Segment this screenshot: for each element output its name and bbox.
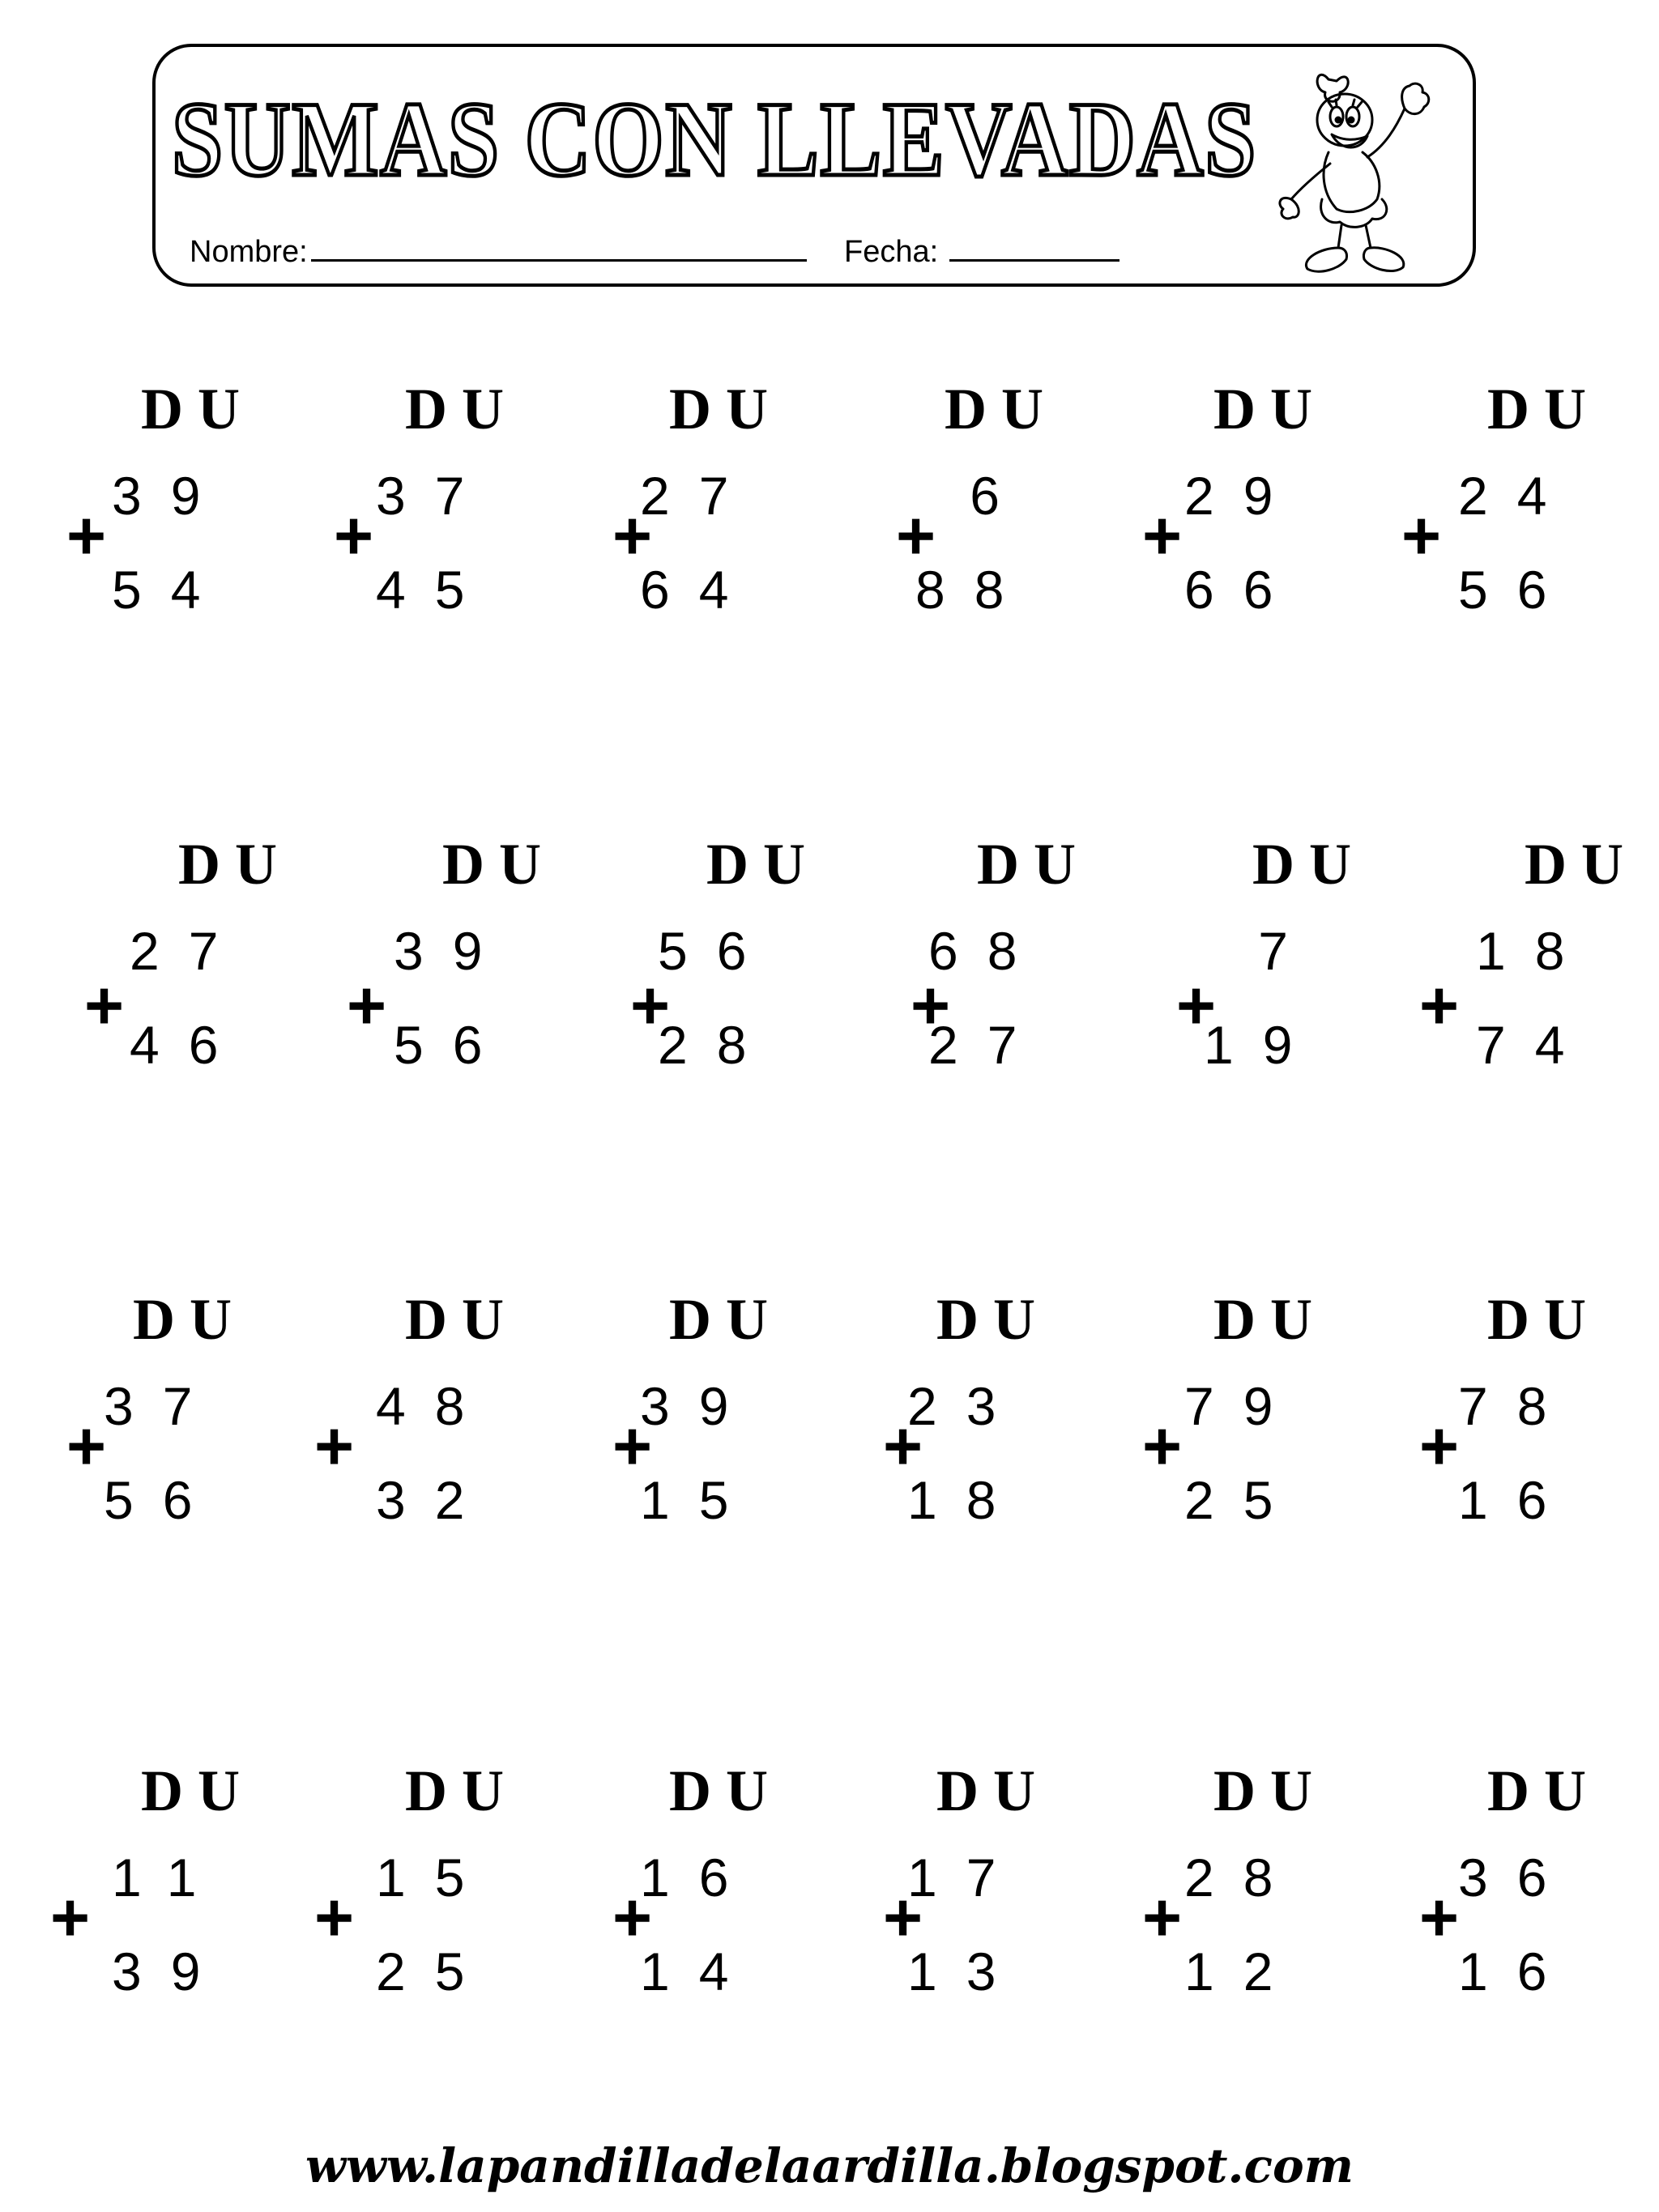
addend-bottom: 28 — [658, 1015, 776, 1075]
plus-sign: + — [630, 967, 671, 1043]
plus-sign: + — [84, 967, 125, 1043]
addend-top: 36 — [1458, 1848, 1576, 1907]
place-value-header: D U — [1487, 1287, 1586, 1352]
addend-top: 37 — [376, 466, 494, 526]
addend-top: 28 — [1184, 1848, 1303, 1907]
addend-bottom: 25 — [376, 1941, 494, 2001]
addend-top: 78 — [1458, 1376, 1576, 1436]
place-value-header: D U — [1487, 377, 1586, 441]
plus-sign: + — [1142, 1408, 1183, 1484]
addend-top: 6 — [970, 466, 1029, 526]
addend-bottom: 16 — [1458, 1470, 1576, 1530]
plus-sign: + — [1419, 1408, 1460, 1484]
plus-sign: + — [66, 1408, 107, 1484]
plus-sign: + — [314, 1408, 355, 1484]
place-value-header: D U — [669, 377, 768, 441]
addend-top: 27 — [640, 466, 758, 526]
place-value-header: D U — [945, 377, 1043, 441]
addend-bottom: 66 — [1184, 560, 1303, 620]
addend-bottom: 56 — [1458, 560, 1576, 620]
plus-sign: + — [612, 1879, 653, 1955]
addend-bottom: 16 — [1458, 1941, 1576, 2001]
place-value-header: D U — [405, 1758, 504, 1823]
plus-sign: + — [347, 967, 387, 1043]
addend-bottom: 27 — [928, 1015, 1047, 1075]
plus-sign: + — [883, 1879, 923, 1955]
plus-sign: + — [334, 497, 374, 573]
place-value-header: D U — [1213, 1758, 1312, 1823]
date-label: Fecha: — [844, 235, 939, 269]
place-value-header: D U — [936, 1758, 1035, 1823]
footer-url: www.lapandilladelaardilla.blogspot.com — [305, 2138, 1354, 2193]
addend-top: 16 — [640, 1848, 758, 1907]
place-value-header: D U — [405, 1287, 504, 1352]
addend-top: 15 — [376, 1848, 494, 1907]
daisy-duck-icon — [1272, 57, 1474, 285]
addend-top: 37 — [104, 1376, 222, 1436]
addend-bottom: 25 — [1184, 1470, 1303, 1530]
addend-top: 56 — [658, 921, 776, 981]
plus-sign: + — [883, 1408, 923, 1484]
addend-top: 39 — [394, 921, 512, 981]
addend-top: 79 — [1184, 1376, 1303, 1436]
addend-bottom: 32 — [376, 1470, 494, 1530]
addend-bottom: 13 — [907, 1941, 1026, 2001]
addend-top: 24 — [1458, 466, 1576, 526]
addend-top: 29 — [1184, 466, 1303, 526]
addend-bottom: 74 — [1476, 1015, 1594, 1075]
place-value-header: D U — [977, 832, 1076, 897]
addend-top: 68 — [928, 921, 1047, 981]
addend-bottom: 45 — [376, 560, 494, 620]
place-value-header: D U — [1487, 1758, 1586, 1823]
addend-bottom: 56 — [104, 1470, 222, 1530]
title-text: SUMAS CON LLEVADAS — [172, 79, 1257, 198]
addend-top: 39 — [112, 466, 230, 526]
addend-bottom: 19 — [1204, 1015, 1322, 1075]
addend-bottom: 88 — [915, 560, 1034, 620]
place-value-header: D U — [178, 832, 277, 897]
worksheet-header — [152, 44, 1476, 287]
place-value-header: D U — [1213, 377, 1312, 441]
place-value-header: D U — [1252, 832, 1351, 897]
addend-top: 18 — [1476, 921, 1594, 981]
addend-bottom: 64 — [640, 560, 758, 620]
plus-sign: + — [612, 1408, 653, 1484]
place-value-header: D U — [669, 1758, 768, 1823]
worksheet-title — [172, 62, 1290, 207]
plus-sign: + — [1401, 497, 1442, 573]
plus-sign: + — [911, 967, 951, 1043]
addend-top: 48 — [376, 1376, 494, 1436]
place-value-header: D U — [706, 832, 805, 897]
addend-bottom: 14 — [640, 1941, 758, 2001]
plus-sign: + — [1176, 967, 1217, 1043]
date-field[interactable] — [844, 232, 1120, 270]
place-value-header: D U — [141, 1758, 240, 1823]
name-field[interactable] — [190, 232, 807, 270]
place-value-header: D U — [442, 832, 541, 897]
place-value-header: D U — [669, 1287, 768, 1352]
addend-bottom: 15 — [640, 1470, 758, 1530]
addend-bottom: 46 — [130, 1015, 248, 1075]
addend-bottom: 56 — [394, 1015, 512, 1075]
plus-sign: + — [612, 497, 653, 573]
place-value-header: D U — [1213, 1287, 1312, 1352]
addend-bottom: 39 — [112, 1941, 230, 2001]
plus-sign: + — [1419, 1879, 1460, 1955]
addend-top: 7 — [1258, 921, 1317, 981]
addend-bottom: 54 — [112, 560, 230, 620]
addend-top: 17 — [907, 1848, 1026, 1907]
addend-top: 23 — [907, 1376, 1026, 1436]
plus-sign: + — [50, 1879, 91, 1955]
addend-top: 39 — [640, 1376, 758, 1436]
name-label: Nombre: — [190, 235, 308, 269]
place-value-header: D U — [405, 377, 504, 441]
addend-top: 11 — [112, 1848, 226, 1907]
place-value-header: D U — [133, 1287, 232, 1352]
plus-sign: + — [1419, 967, 1460, 1043]
plus-sign: + — [1142, 1879, 1183, 1955]
date-line — [949, 232, 1120, 262]
plus-sign: + — [896, 497, 936, 573]
addend-bottom: 12 — [1184, 1941, 1303, 2001]
plus-sign: + — [1142, 497, 1183, 573]
addend-bottom: 18 — [907, 1470, 1026, 1530]
addend-top: 27 — [130, 921, 248, 981]
name-line — [311, 232, 807, 262]
place-value-header: D U — [1525, 832, 1623, 897]
place-value-header: D U — [936, 1287, 1035, 1352]
plus-sign: + — [66, 497, 107, 573]
place-value-header: D U — [141, 377, 240, 441]
plus-sign: + — [314, 1879, 355, 1955]
